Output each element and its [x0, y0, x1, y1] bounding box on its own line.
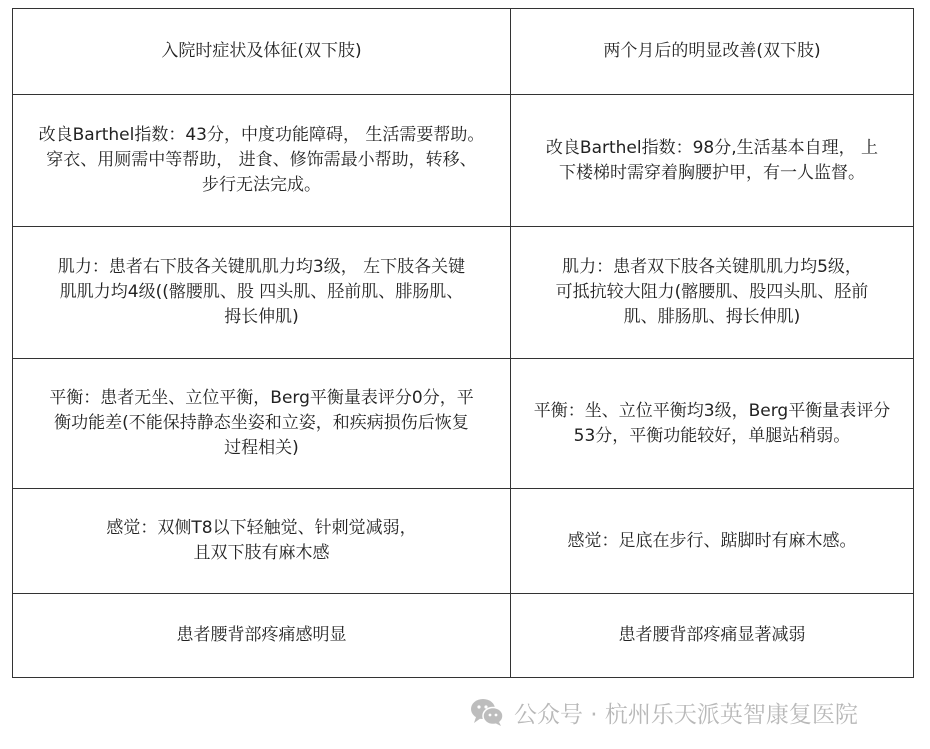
- comparison-table: [12, 8, 914, 678]
- strength-before-cell: [13, 227, 511, 359]
- cell-line: 穿衣、用厕需中等帮助， 进食、修饰需最小帮助，转移、: [46, 150, 477, 170]
- cell-line: 且双下肢有麻木感: [193, 543, 330, 563]
- header-after: 两个月后的明显改善(双下肢): [511, 9, 914, 95]
- cell-line: 肌肌力均4级((髂腰肌、股 四头肌、胫前肌、腓肠肌、: [59, 282, 464, 302]
- wechat-icon: [470, 697, 504, 727]
- table-row: [13, 359, 914, 489]
- table-row: [13, 489, 914, 594]
- cell-line: 改良Barthel指数：98分,生活基本自理， 上: [545, 137, 879, 158]
- cell-line: 53分，平衡功能较好，单腿站稍弱。: [573, 425, 851, 446]
- sensation-before-cell: [13, 489, 511, 594]
- cell-line: 肌力：患者双下肢各关键肌肌力均5级，: [562, 257, 862, 277]
- cell-line: 拇长伸肌): [224, 307, 299, 327]
- balance-after-cell: [511, 359, 914, 489]
- table-row: [13, 95, 914, 227]
- table-row: [13, 594, 914, 678]
- barthel-before-cell: [13, 95, 511, 227]
- cell-line: 衡功能差(不能保持静态坐姿和立姿，和疾病损伤后恢复: [54, 413, 469, 433]
- header-before: 入院时症状及体征(双下肢): [13, 9, 511, 95]
- cell-line: 感觉：双侧T8以下轻触觉、针刺觉减弱，: [106, 518, 417, 538]
- balance-before-cell: [13, 359, 511, 489]
- cell-line: 感觉：足底在步行、踮脚时有麻木感。: [567, 530, 857, 551]
- cell-line: 肌、腓肠肌、拇长伸肌): [623, 307, 801, 327]
- watermark: [470, 694, 858, 730]
- barthel-after-cell: [511, 95, 914, 227]
- cell-line: 平衡：坐、立位平衡均3级，Berg平衡量表评分: [533, 400, 891, 421]
- watermark-text: 公众号 · 杭州乐天派英智康复医院: [514, 701, 858, 728]
- cell-line: 患者腰背部疼痛感明显: [176, 625, 347, 645]
- strength-after-cell: [511, 227, 914, 359]
- cell-line: 下楼梯时需穿着胸腰护甲，有一人监督。: [558, 162, 865, 183]
- cell-line: 过程相关): [224, 438, 299, 458]
- cell-line: 改良Barthel指数：43分，中度功能障碍， 生活需要帮助。: [38, 125, 485, 145]
- cell-line: 平衡：患者无坐、立位平衡，Berg平衡量表评分0分，平: [49, 388, 474, 408]
- cell-line: 可抵抗较大阻力(髂腰肌、股四头肌、胫前: [555, 282, 869, 302]
- cell-line: 步行无法完成。: [201, 175, 321, 195]
- pain-before-cell: [13, 594, 511, 678]
- sensation-after-cell: [511, 489, 914, 594]
- table-header-row: [13, 9, 914, 95]
- pain-after-cell: [511, 594, 914, 678]
- table-row: [13, 227, 914, 359]
- cell-line: 患者腰背部疼痛显著减弱: [618, 625, 806, 645]
- cell-line: 肌力：患者右下肢各关键肌肌力均3级， 左下肢各关键: [57, 257, 466, 277]
